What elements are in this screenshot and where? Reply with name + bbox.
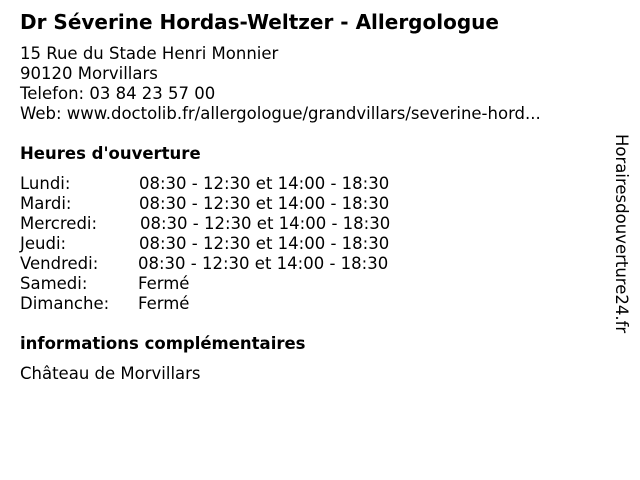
address-street: 15 Rue du Stade Henri Monnier — [20, 44, 279, 63]
website-link: Web: www.doctolib.fr/allergologue/grandvillars/severine-hord... — [20, 104, 541, 123]
day-hours: 08:30 - 12:30 et 14:00 - 18:30 — [140, 214, 391, 233]
day-hours: 08:30 - 12:30 et 14:00 - 18:30 — [139, 194, 390, 213]
hours-heading: Heures d'ouverture — [20, 144, 201, 163]
day-hours: 08:30 - 12:30 et 14:00 - 18:30 — [139, 174, 390, 193]
day-hours: Fermé — [138, 294, 190, 313]
address-block — [20, 44, 541, 124]
info-text: Château de Morvillars — [20, 364, 201, 383]
day-label: Vendredi: — [20, 254, 99, 273]
day-label: Lundi: — [20, 174, 71, 193]
phone-number: Telefon: 03 84 23 57 00 — [20, 84, 216, 103]
info-heading: informations complémentaires — [20, 334, 306, 353]
day-label: Jeudi: — [20, 234, 67, 253]
day-label: Dimanche: — [20, 294, 110, 313]
day-label: Mercredi: — [20, 214, 98, 233]
day-hours: 08:30 - 12:30 et 14:00 - 18:30 — [139, 234, 390, 253]
day-hours: 08:30 - 12:30 et 14:00 - 18:30 — [138, 254, 389, 273]
page-title: Dr Séverine Hordas-Weltzer - Allergologue — [20, 10, 499, 34]
day-hours: Fermé — [138, 274, 190, 293]
site-watermark: Horairesdouverture24.fr — [612, 134, 631, 334]
address-city: 90120 Morvillars — [20, 64, 158, 83]
day-label: Samedi: — [20, 274, 88, 293]
day-label: Mardi: — [20, 194, 72, 213]
